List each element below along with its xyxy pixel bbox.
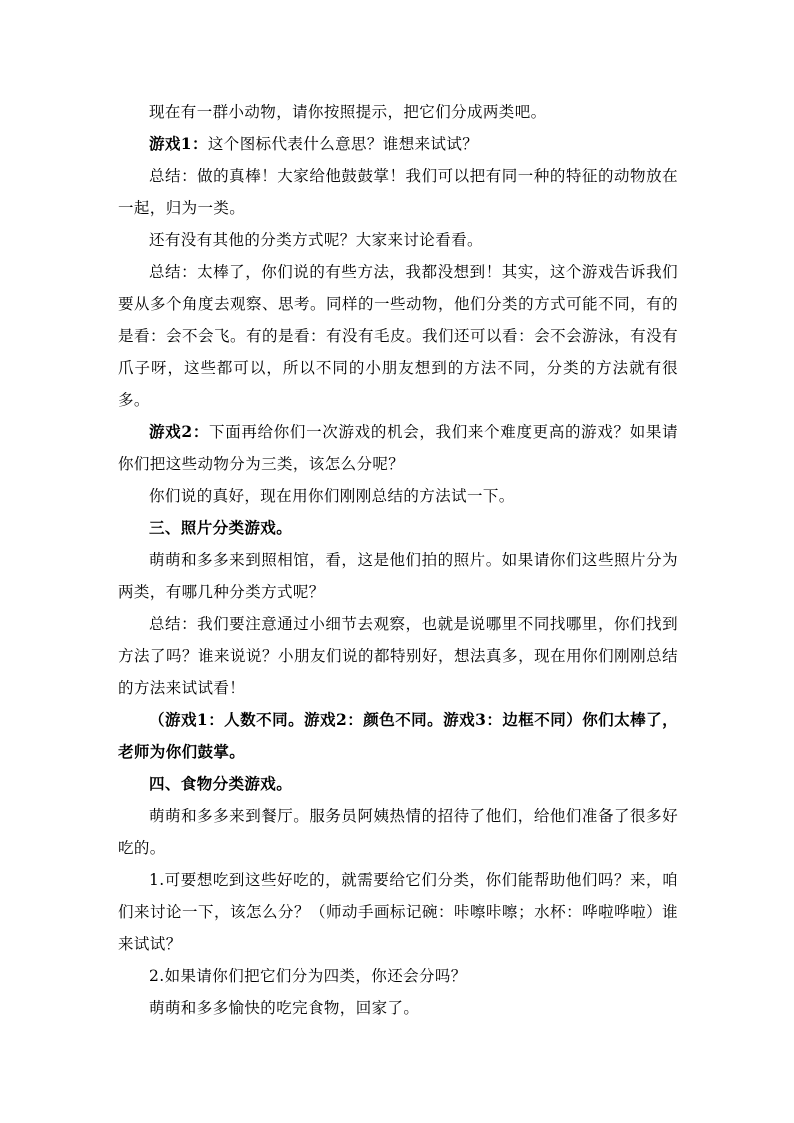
- document-body: [118, 96, 678, 1024]
- paragraph: 还有没有其他的分类方式呢？大家来讨论看看。: [149, 231, 483, 249]
- paragraph: 萌萌和多多来到照相馆，看，这是他们拍的照片。如果请你们这些照片分为两类，有哪几种分类方式呢？: [118, 551, 678, 601]
- paragraph: 总结：我们要注意通过小细节去观察，也就是说哪里不同找哪里，你们找到方法了吗？谁来说说？小朋友们说的都特别好，想法真多，现在用你们刚刚总结的方法来试试看！: [118, 615, 678, 697]
- paragraph: 现在有一群小动物，请你按照提示，把它们分成两类吧。: [149, 103, 547, 121]
- paragraph: 总结：做的真棒！大家给他鼓鼓掌！我们可以把有同一种的特征的动物放在一起，归为一类。: [118, 167, 678, 217]
- paragraph-game-1: 游戏1：这个图标代表什么意思？谁想来试试？: [149, 134, 479, 153]
- game-label: 游戏2：: [149, 422, 210, 441]
- paragraph: 萌萌和多多来到餐厅。服务员阿姨热情的招待了他们，给他们准备了很多好吃的。: [118, 807, 678, 857]
- section-heading-photo-game: 三、照片分类游戏。: [149, 518, 293, 537]
- paragraph: 总结：太棒了，你们说的有些方法，我都没想到！其实，这个游戏告诉我们要从多个角度去观察、思考。同样的一些动物，他们分类的方式可能不同，有的是看：会不会飞。有的是看：有没有毛皮。我们还可以看：会不会游泳，有没有爪子呀，这些都可以，所以不同的小朋友想到的方法不同，分类的方法就有很多。: [118, 263, 678, 409]
- paragraph: 你们说的真好，现在用你们刚刚总结的方法试一下。: [149, 487, 515, 505]
- paragraph-item-2: 2.如果请你们把它们分为四类，你还会分吗？: [149, 967, 467, 985]
- section-heading-food-game: 四、食物分类游戏。: [149, 774, 293, 793]
- paragraph-game-2: 游戏2：下面再给你们一次游戏的机会，我们来个难度更高的游戏？如果请你们把这些动物分为三类，该怎么分呢？: [118, 422, 678, 473]
- paragraph: 萌萌和多多愉快的吃完食物，回家了。: [149, 999, 420, 1017]
- paragraph-game-summary: （游戏1：人数不同。游戏2：颜色不同。游戏3：边框不同）你们太棒了，老师为你们鼓掌。: [118, 710, 678, 761]
- paragraph-item-1: 1.可要想吃到这些好吃的，就需要给它们分类，你们能帮助他们吗？来，咱们来讨论一下，该怎么分？（师动手画标记碗：咔嚓咔嚓；水杯：哗啦哗啦）谁来试试？: [118, 871, 678, 953]
- game-label: 游戏1：: [149, 134, 208, 153]
